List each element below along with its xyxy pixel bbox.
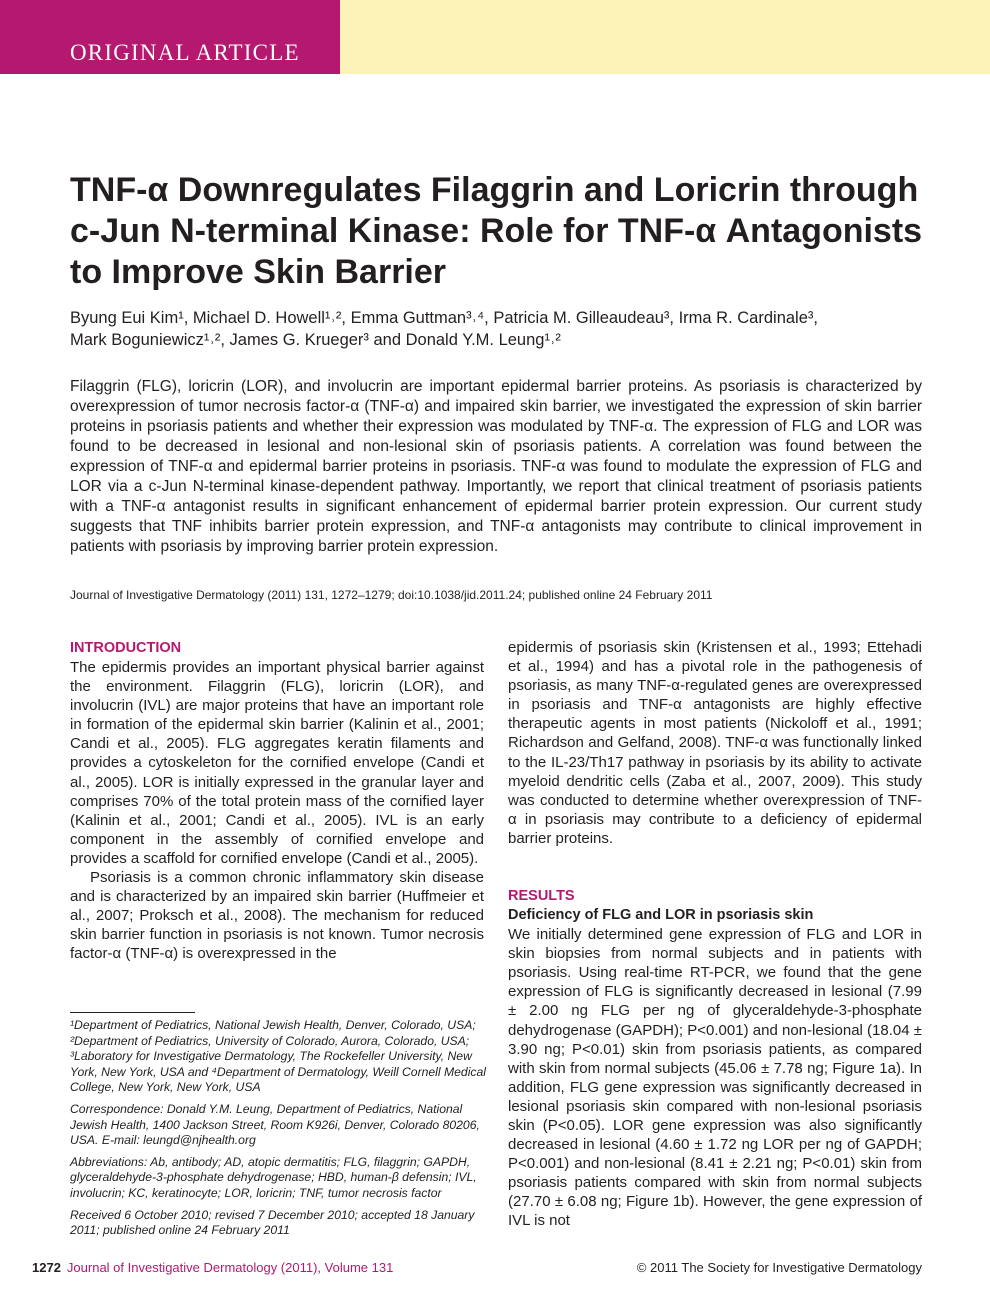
page-footer — [32, 1258, 922, 1278]
author-list — [70, 307, 940, 351]
header-banner-yellow — [340, 0, 990, 74]
affiliations: ¹Department of Pediatrics, National Jewish Health, Denver, Colorado, USA; ²Department of Pediatrics, University of Colorado, Aurora, Colorado, USA; ³Laboratory for Investigative Dermatology, The Rockefeller University, New York, New York, USA and ⁴Department of Dermatology, Weill Cornell Medical College, New York, New York, USA — [70, 1018, 486, 1095]
results-paragraph-1: We initially determined gene expression of FLG and LOR in skin biopsies from normal subjects and in patients with psoriasis. Using real-time RT-PCR, we found that the gene expression of FLG is significantly decreased in lesional (7.99 ± 2.00 ng FLG per ng of glyceraldehyde-3-phosphate dehydrogenase (GAPDH); P<0.001) and non-lesional (18.04 ± 3.90 ng; P<0.01) skin from psoriasis patients, as compared with skin from normal subjects (45.06 ± 7.78 ng; Figure 1a). In addition, FLG gene expression was significantly decreased in lesional psoriasis skin compared with non-lesional psoriasis skin (P<0.05). LOR gene expression was also significantly decreased in lesional (4.60 ± 1.72 ng LOR per ng of GAPDH; P<0.001) and non-lesional (8.41 ± 2.21 ng; P<0.01) skin from psoriasis patients compared with skin from normal subjects (27.70 ± 6.08 ng; Figure 1b). However, the gene expression of IVL is not — [508, 926, 922, 1230]
footer-left — [32, 1258, 393, 1278]
title-line: TNF-α Downregulates Filaggrin and Loricrin through — [70, 171, 919, 209]
page-number: 1272 — [32, 1260, 61, 1275]
abstract: Filaggrin (FLG), loricrin (LOR), and involucrin are important epidermal barrier proteins. As psoriasis is characterized by overexpression of tumor necrosis factor-α (TNF-α) and impaired skin barrier, we investigated the expression of skin barrier proteins in psoriasis patients and whether their expression was modulated by TNF-α. The expression of FLG and LOR was found to be decreased in lesional and non-lesional skin of psoriasis patients. A correlation was found between the expression of TNF-α and epidermal barrier proteins in psoriasis. TNF-α was found to modulate the expression of FLG and LOR via a c-Jun N-terminal kinase-dependent pathway. Importantly, we report that clinical treatment of psoriasis patients with a TNF-α antagonist results in significant enhancement of epidermal barrier protein expression. Our current study suggests that TNF inhibits barrier protein expression, and TNF-α antagonists may contribute to clinical improvement in patients with psoriasis by improving barrier protein expression. — [70, 378, 922, 555]
article-type-label: ORIGINAL ARTICLE — [70, 40, 300, 65]
article-title — [70, 170, 940, 293]
author-line: Byung Eui Kim¹, Michael D. Howell¹˒², Emma Guttman³˒⁴, Patricia M. Gilleaudeau³, Irma R. Cardinale³, — [70, 309, 818, 327]
footer-journal: Journal of Investigative Dermatology (2011), Volume 131 — [66, 1260, 394, 1275]
title-line: to Improve Skin Barrier — [70, 253, 447, 291]
right-column — [508, 638, 922, 1231]
footer-copyright: © 2011 The Society for Investigative Dermatology — [636, 1260, 922, 1275]
abbreviations: Abbreviations: Ab, antibody; AD, atopic dermatitis; FLG, filaggrin; GAPDH, glyceraldehyde-3-phosphate dehydrogenase; HBD, human-β defensin; IVL, involucrin; KC, keratinocyte; LOR, loricrin; TNF, tumor necrosis factor — [70, 1154, 477, 1200]
introduction-heading: INTRODUCTION — [70, 640, 182, 656]
title-line: c-Jun N-terminal Kinase: Role for TNF-α Antagonists — [70, 212, 923, 250]
citation-line: Journal of Investigative Dermatology (2011) 131, 1272–1279; doi:10.1038/jid.2011.24; published online 24 February 2011 — [70, 588, 713, 602]
received-dates: Received 6 October 2010; revised 7 December 2010; accepted 18 January 2011; published online 24 February 2011 — [70, 1207, 475, 1238]
intro-paragraph-2-continued: epidermis of psoriasis skin (Kristensen et al., 1993; Ettehadi et al., 1994) and has a pivotal role in the pathogenesis of psoriasis, as many TNF-α-regulated genes are overexpressed in psoriasis and TNF-α antagonists are highly effective therapeutic agents in most patients (Nickoloff et al., 1991; Richardson and Gelfand, 2008). TNF-α was functionally linked to the IL-23/Th17 pathway in psoriasis by its ability to activate myeloid dendritic cells (Zaba et al., 2007, 2009). This study was conducted to determine whether overexpression of TNF-α in psoriasis may contribute to a deficiency of epidermal barrier proteins. — [508, 639, 922, 847]
results-subheading: Deficiency of FLG and LOR in psoriasis skin — [508, 907, 814, 924]
author-line: Mark Boguniewicz¹˒², James G. Krueger³ and Donald Y.M. Leung¹˒² — [70, 331, 561, 349]
left-column — [70, 638, 484, 964]
intro-paragraph-2: Psoriasis is a common chronic inflammatory skin disease and is characterized by an impaired skin barrier (Huffmeier et al., 2007; Proksch et al., 2008). The mechanism for reduced skin barrier function in psoriasis is not known. Tumor necrosis factor-α (TNF-α) is overexpressed in the — [70, 869, 484, 963]
results-heading: RESULTS — [508, 888, 575, 905]
footnotes — [70, 1018, 486, 1245]
footnote-divider — [70, 1012, 195, 1013]
correspondence: Correspondence: Donald Y.M. Leung, Department of Pediatrics, National Jewish Health, 1400 Jackson Street, Room K926i, Denver, Colorado 80206, USA. E-mail: leungd@njhealth.org — [70, 1101, 480, 1148]
intro-paragraph-1: The epidermis provides an important physical barrier against the environment. Filaggrin (FLG), loricrin (LOR), and involucrin (IVL) are major proteins that have an important role in formation of the epidermal skin barrier (Kalinin et al., 2001; Candi et al., 2005). FLG aggregates keratin filaments and provides a cytoskeleton for the cornified envelope (Candi et al., 2005). LOR is initially expressed in the granular layer and comprises 70% of the total protein mass of the cornified layer (Kalinin et al., 2001; Candi et al., 2005). IVL is an early component in the assembly of cornified envelope and provides a scaffold for cornified envelope (Candi et al., 2005). — [70, 659, 484, 867]
